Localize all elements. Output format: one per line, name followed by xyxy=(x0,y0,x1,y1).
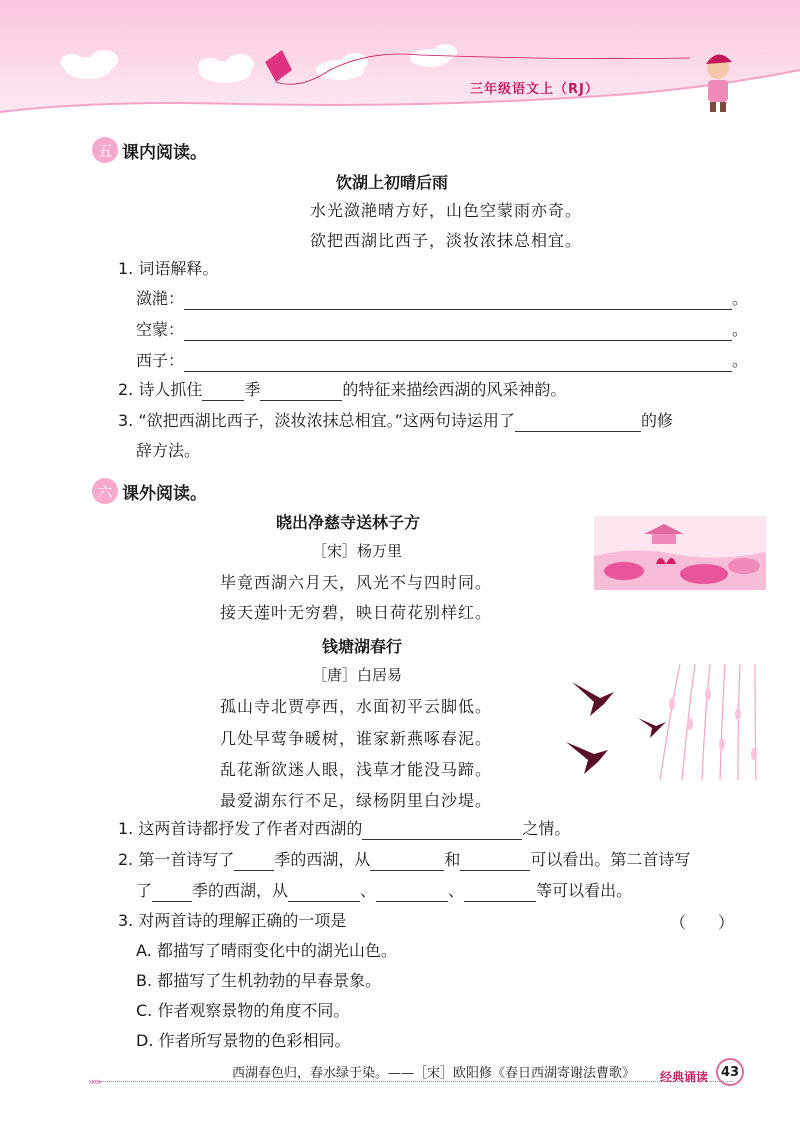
section-5-badge: 五 xyxy=(92,137,118,163)
word-item-kongmeng xyxy=(136,319,748,341)
section-6-header xyxy=(92,478,207,504)
question-text: 可以看出。第二首诗写 xyxy=(530,850,691,869)
answer-blank[interactable] xyxy=(370,853,444,871)
swallows-willow-illustration xyxy=(560,664,766,780)
period: 。 xyxy=(732,320,749,339)
question-text: 、 xyxy=(360,881,377,900)
section-5-header xyxy=(92,137,207,163)
question-text: 的特征来描绘西湖的风采神韵。 xyxy=(342,380,567,399)
poem-title-qiantang: 钱塘湖春行 xyxy=(322,637,403,656)
option-b[interactable]: B. 都描写了生机勃勃的早春景象。 xyxy=(136,971,382,990)
question-5-1-label: 1. 词语解释。 xyxy=(118,259,219,278)
answer-blank[interactable] xyxy=(376,884,448,902)
word-item-lianyan xyxy=(136,288,748,310)
poem-line: 毕竟西湖六月天，风光不与四时同。 xyxy=(220,573,493,592)
page-number: 43 xyxy=(716,1058,744,1086)
answer-parentheses[interactable]: （ ） xyxy=(670,913,735,932)
answer-blank[interactable] xyxy=(234,853,274,871)
answer-blank[interactable] xyxy=(152,884,192,902)
question-text: 2. 第一首诗写了 xyxy=(118,850,235,869)
poem-line: 几处早莺争暖树，谁家新燕啄春泥。 xyxy=(220,729,493,748)
option-a[interactable]: A. 都描写了晴雨变化中的湖光山色。 xyxy=(136,941,397,960)
answer-blank[interactable] xyxy=(460,853,530,871)
question-text: 之情。 xyxy=(522,819,571,838)
question-text: 等可以看出。 xyxy=(536,881,633,900)
question-6-3-stem: 3. 对两首诗的理解正确的一项是 xyxy=(118,911,347,930)
answer-blank[interactable] xyxy=(515,414,641,432)
poem-author: ［宋］杨万里 xyxy=(312,542,403,560)
question-text: 的修 xyxy=(640,411,673,430)
answer-blank[interactable] xyxy=(362,822,522,840)
question-text: 季的西湖，从 xyxy=(192,881,289,900)
word-label: 西子： xyxy=(136,351,185,370)
word-item-xizi xyxy=(136,350,748,372)
question-6-2-cont xyxy=(136,880,632,902)
footer-divider xyxy=(92,1081,732,1082)
poem-author: ［唐］白居易 xyxy=(312,666,403,684)
poem-line: 水光潋滟晴方好，山色空蒙雨亦奇。 xyxy=(310,201,583,220)
poem-line: 欲把西湖比西子，淡妆浓抹总相宜。 xyxy=(310,231,583,250)
footer-quote: 西湖春色归，春水绿于染。——［宋］欧阳修《春日西湖寄谢法曹歌》 xyxy=(232,1066,636,1081)
poem-line: 孤山寺北贾亭西，水面初平云脚低。 xyxy=(220,697,493,716)
poem-title-yinhu: 饮湖上初晴后雨 xyxy=(336,173,449,192)
answer-blank[interactable] xyxy=(184,292,732,310)
question-text: 、 xyxy=(448,881,465,900)
question-text: 3. “欲把西湖比西子，淡妆浓抹总相宜。”这两句诗运用了 xyxy=(118,411,515,430)
question-5-3 xyxy=(118,410,673,432)
question-6-2 xyxy=(118,849,690,871)
grade-label: 三年级语文上（RJ） xyxy=(470,82,599,97)
poem-line: 乱花渐欲迷人眼，浅草才能没马蹄。 xyxy=(220,760,493,779)
question-text: 和 xyxy=(444,850,461,869)
answer-blank[interactable] xyxy=(464,884,536,902)
question-text: 1. 这两首诗都抒发了作者对西湖的 xyxy=(118,819,363,838)
poem-line: 最爱湖东行不足，绿杨阴里白沙堤。 xyxy=(220,791,493,810)
section-6-badge: 六 xyxy=(92,478,118,504)
section-6-title: 课外阅读。 xyxy=(122,483,207,504)
option-c[interactable]: C. 作者观察景物的角度不同。 xyxy=(136,1001,350,1020)
period: 。 xyxy=(732,351,749,370)
question-5-3-cont: 辞方法。 xyxy=(136,441,201,460)
question-text: 了 xyxy=(136,881,153,900)
answer-blank[interactable] xyxy=(184,354,732,372)
option-d[interactable]: D. 作者所写景物的色彩相同。 xyxy=(136,1031,351,1050)
question-text: 季 xyxy=(244,380,261,399)
footer-tag: 经典诵读 xyxy=(660,1070,709,1084)
header-banner xyxy=(0,0,800,118)
footer-arrows-icon: ››››› xyxy=(88,1075,100,1088)
answer-blank[interactable] xyxy=(260,383,342,401)
question-5-2 xyxy=(118,379,566,401)
banner-graphic xyxy=(0,0,800,118)
answer-blank[interactable] xyxy=(288,884,360,902)
lotus-illustration xyxy=(594,516,766,590)
word-label: 空蒙： xyxy=(136,320,185,339)
section-5-title: 课内阅读。 xyxy=(122,142,207,163)
answer-blank[interactable] xyxy=(202,383,244,401)
question-text: 季的西湖，从 xyxy=(274,850,371,869)
poem-title-xiaochu: 晓出净慈寺送林子方 xyxy=(276,513,421,532)
question-text: 2. 诗人抓住 xyxy=(118,380,203,399)
period: 。 xyxy=(732,289,749,308)
poem-line: 接天莲叶无穷碧，映日荷花别样红。 xyxy=(220,603,493,622)
word-label: 潋滟： xyxy=(136,289,185,308)
question-6-1 xyxy=(118,818,570,840)
answer-blank[interactable] xyxy=(184,323,732,341)
